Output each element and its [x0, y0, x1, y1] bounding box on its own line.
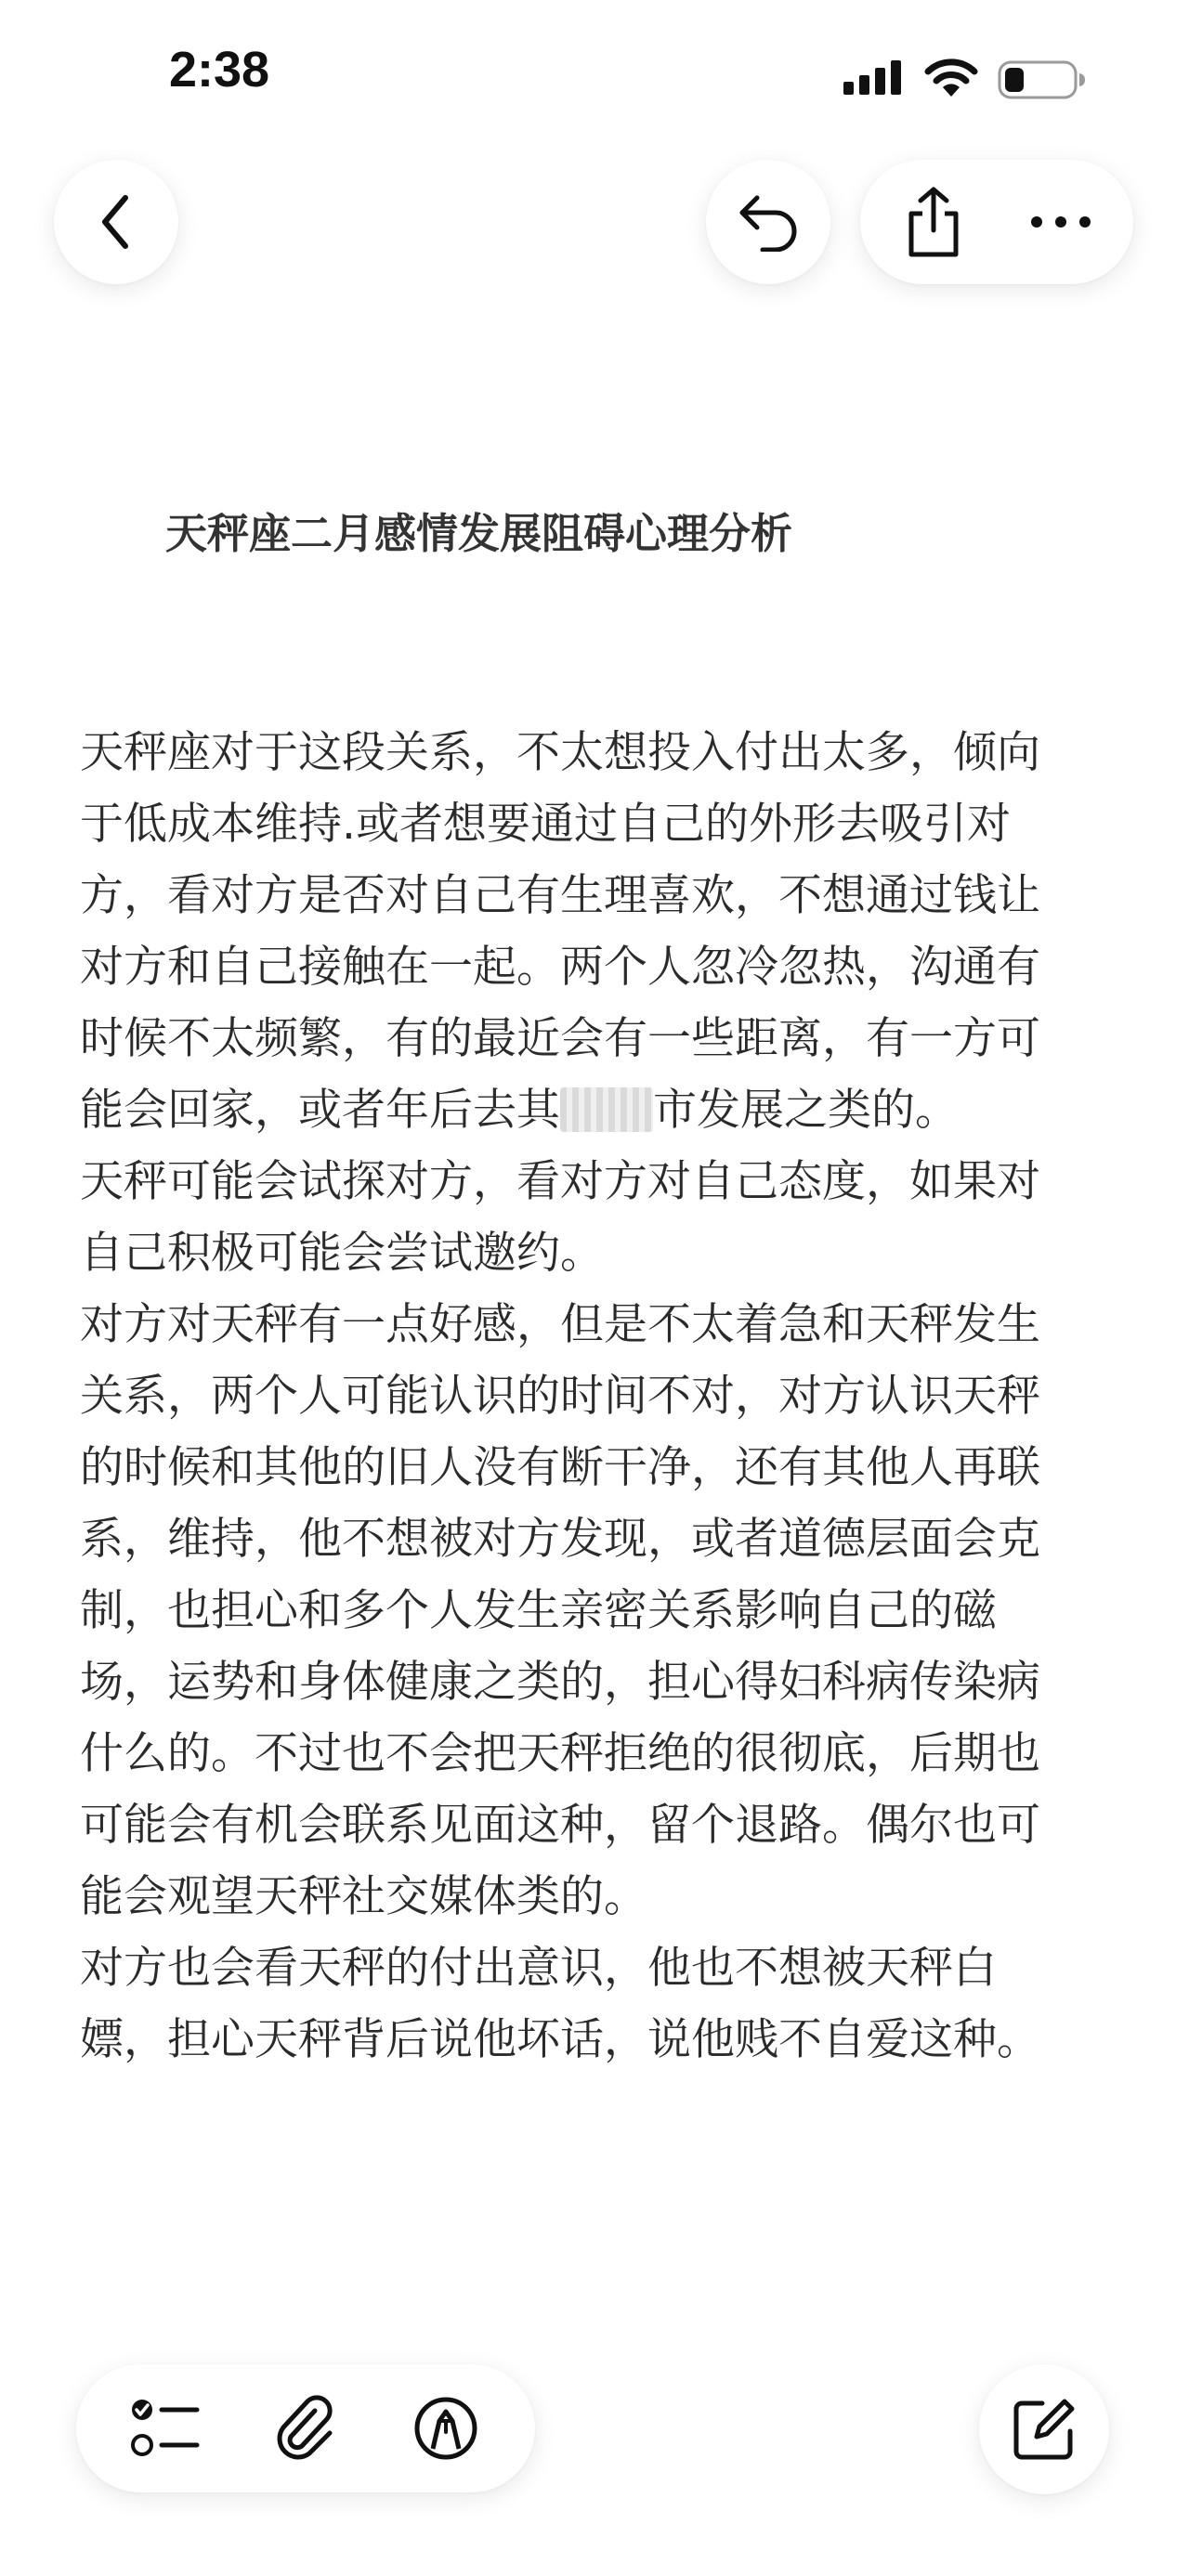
note-line: 于低成本维持.或者想要通过自己的外形去吸引对 — [80, 799, 1011, 850]
compose-icon — [1011, 2396, 1078, 2463]
status-time: 2:38 — [169, 42, 270, 98]
more-button[interactable] — [999, 160, 1123, 284]
paperclip-icon — [274, 2394, 337, 2463]
note-line: 制，也担心和多个人发生亲密关系影响自己的磁 — [80, 1585, 997, 1636]
bottom-toolbar — [76, 2364, 535, 2492]
checklist-icon — [130, 2396, 201, 2461]
note-line: 可能会有机会联系见面这种，留个退路。偶尔也可 — [80, 1800, 1040, 1851]
note-line: 嫖，担心天秤背后说他坏话，说他贱不自爱这种。 — [80, 2014, 1040, 2065]
checklist-button[interactable] — [110, 2373, 221, 2484]
share-icon — [904, 186, 963, 258]
markup-button[interactable] — [390, 2373, 502, 2484]
wifi-icon — [923, 56, 979, 98]
note-line-with-redaction — [80, 1074, 1111, 1146]
share-button[interactable] — [871, 160, 996, 284]
attach-button[interactable] — [250, 2373, 361, 2484]
note-line: 自己积极可能会尝试邀约。 — [80, 1228, 604, 1279]
chevron-left-icon — [94, 192, 138, 252]
back-button[interactable] — [54, 160, 178, 284]
note-line-segment: 能会回家，或者年后去其 — [80, 1085, 560, 1136]
note-line: 天秤可能会试探对方，看对方对自己态度，如果对 — [80, 1156, 1040, 1207]
cellular-signal-icon — [842, 58, 907, 97]
compose-button[interactable] — [979, 2364, 1109, 2494]
note-actions-group — [860, 160, 1133, 284]
note-body[interactable] — [80, 717, 1111, 2075]
note-line-segment: 市发展之类的。 — [653, 1085, 959, 1136]
redacted-text — [560, 1087, 653, 1132]
undo-icon — [735, 192, 802, 252]
note-line: 方，看对方是否对自己有生理喜欢，不想通过钱让 — [80, 870, 1040, 921]
note-line: 场，运势和身体健康之类的，担心得妇科病传染病 — [80, 1657, 1040, 1708]
note-title[interactable]: 天秤座二月感情发展阻碍心理分析 — [165, 509, 793, 558]
note-line: 时候不太频繁，有的最近会有一些距离，有一方可 — [80, 1013, 1040, 1064]
note-line: 对方也会看天秤的付出意识，他也不想被天秤白 — [80, 1943, 997, 1994]
battery-icon — [998, 59, 1087, 100]
note-line: 对方和自己接触在一起。两个人忽冷忽热，沟通有 — [80, 942, 1040, 993]
note-line: 什么的。不过也不会把天秤拒绝的很彻底，后期也 — [80, 1728, 1040, 1779]
note-line: 的时候和其他的旧人没有断干净，还有其他人再联 — [80, 1442, 1040, 1493]
ellipsis-icon — [1029, 215, 1092, 229]
note-line: 天秤座对于这段关系，不太想投入付出太多，倾向 — [80, 727, 1040, 778]
note-line: 对方对天秤有一点好感，但是不太着急和天秤发生 — [80, 1299, 1040, 1350]
note-line: 能会观望天秤社交媒体类的。 — [80, 1871, 647, 1922]
markup-pen-icon — [412, 2395, 479, 2462]
note-line: 系，维持，他不想被对方发现，或者道德层面会克 — [80, 1514, 1040, 1565]
undo-button[interactable] — [706, 160, 830, 284]
note-line: 关系，两个人可能认识的时间不对，对方认识天秤 — [80, 1371, 1040, 1422]
